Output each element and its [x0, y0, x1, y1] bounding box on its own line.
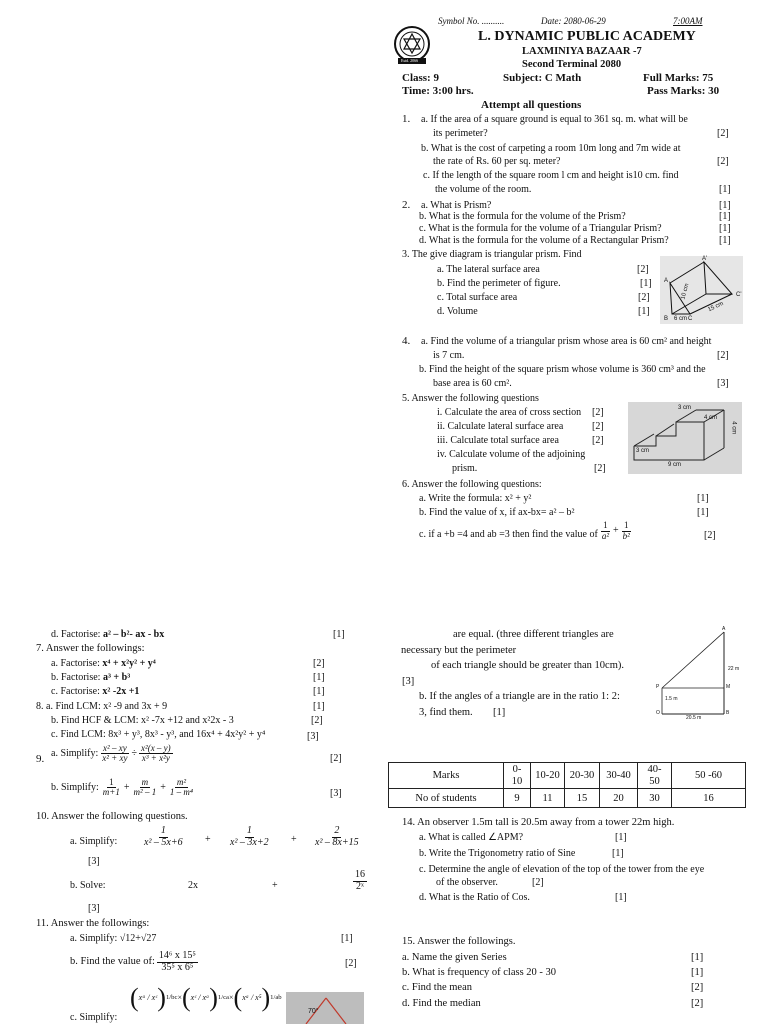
- q6a-mark: [1]: [697, 493, 709, 504]
- tower-label-a: A: [722, 626, 726, 632]
- table-header-cell: 0- 10: [504, 763, 531, 789]
- q11c-label: c. Simplify:: [70, 1012, 118, 1023]
- table-cell: 15: [565, 789, 600, 808]
- q6c: [419, 521, 634, 542]
- q10b-label: b. Solve:: [70, 880, 106, 891]
- q9a-frac-1: [100, 744, 129, 764]
- q11c-exp-3: 1/ab: [270, 994, 282, 1002]
- q11c-term-1: xᵃ / xᶜ: [138, 993, 158, 1003]
- q9a-den-1: x² + xy: [102, 753, 128, 764]
- table-cell: 9: [504, 789, 531, 808]
- q9b-den-1: m+1: [102, 787, 120, 798]
- step-prism-figure: [628, 402, 742, 474]
- q10a-num-2: 1: [246, 825, 252, 836]
- q10a-frac-3-wrap: [311, 826, 363, 848]
- q11-text: 11. Answer the followings:: [36, 918, 150, 929]
- q5-text: 5. Answer the following questions: [402, 393, 539, 404]
- q9a-div: ÷: [131, 747, 137, 759]
- pass-marks: Pass Marks: 30: [647, 85, 720, 97]
- q2b: b. What is the formula for the volume of the Prism?: [419, 211, 626, 222]
- q5-iv-line2: prism.: [452, 463, 478, 474]
- q13-mark: [3]: [402, 676, 415, 687]
- fig3-label-b: B: [664, 316, 669, 322]
- q6a: a. Write the formula: x² + y²: [419, 493, 532, 504]
- q3a-mark: [2]: [637, 264, 649, 275]
- exam-date: Date: 2080-06-29: [541, 16, 606, 26]
- q2a-mark: [1]: [719, 200, 731, 211]
- table-row-label: No of students: [389, 789, 504, 808]
- q1c-line2: the volume of the room.: [435, 184, 532, 195]
- q9a-frac-2: [139, 744, 173, 764]
- q15a-mark: [1]: [691, 952, 704, 963]
- q9a-mark: [2]: [330, 753, 342, 764]
- q5-iii: iii. Calculate total surface area: [437, 435, 559, 446]
- q14b-mark: [1]: [612, 848, 624, 859]
- q7b-label: b. Factorise:: [51, 672, 101, 683]
- q7b-mark: [1]: [313, 672, 325, 683]
- q9a: [51, 744, 175, 764]
- q10a-mark: [3]: [88, 856, 100, 867]
- q14d-mark: [1]: [615, 892, 627, 903]
- q8c: c. Find LCM: 8x³ + y³, 8x³ - y³, and 16x⁴ + 4x²y² + y⁴: [51, 729, 266, 740]
- fig5-label-2: 4 cm: [704, 415, 718, 421]
- q3c-mark: [2]: [638, 292, 650, 303]
- triangle-angle-figure: [286, 992, 364, 1024]
- q11b-den: 35⁵ x 6⁵: [161, 961, 194, 973]
- q6c-frac-2: [621, 521, 632, 541]
- fig3-label-a1: A': [702, 256, 708, 262]
- table-header-row: [389, 763, 746, 789]
- q9b-frac-1: [101, 778, 122, 798]
- q9b: [51, 778, 197, 798]
- q1a-line1: a. If the area of a square ground is equal to 361 sq. m. what will be: [421, 114, 688, 125]
- q6b: b. Find the value of x, if ax-bx= a² – b²: [419, 507, 575, 518]
- q11c-exp-1: 1/bc: [165, 994, 178, 1002]
- q11a-mark: [1]: [341, 933, 353, 944]
- q9b-den-3: 1 – m⁴: [169, 787, 193, 798]
- q10a-den-3: x² – 8x+15: [315, 836, 359, 848]
- q6c-num-1: 1: [603, 520, 608, 531]
- q4b-line1: b. Find the height of the square prism whose volume is 360 cm³ and the: [419, 364, 706, 375]
- q11c-times-2: ×: [229, 993, 234, 1003]
- table-cell: 20: [600, 789, 638, 808]
- table-header-cell: 20-30: [565, 763, 600, 789]
- q8b: b. Find HCF & LCM: x² -7x +12 and x²2x - 3: [51, 715, 234, 726]
- q4b-mark: [3]: [717, 378, 729, 389]
- fig3-label-a: A: [664, 278, 669, 284]
- table-header-cell: 10-20: [531, 763, 565, 789]
- table-row: [389, 789, 746, 808]
- q6c-text: c. if a +b =4 and ab =3 then find the value of: [419, 529, 598, 540]
- q9b-plus-2: +: [160, 781, 166, 793]
- q15b-mark: [1]: [691, 967, 704, 978]
- tower-label-p: P: [656, 684, 660, 690]
- q9b-den-2: m² – 1: [133, 787, 157, 798]
- q3d: d. Volume: [437, 306, 478, 317]
- q9a-den-2: x³ + x²y: [141, 753, 170, 764]
- subject-label: Subject: C Math: [503, 72, 582, 84]
- fig3-label-c1: C': [736, 292, 742, 298]
- q1-number: 1.: [402, 113, 411, 125]
- q10b-frac: [353, 870, 367, 892]
- q9b-num-3: m²: [176, 777, 187, 787]
- q10b-den: 2ˣ: [356, 880, 364, 892]
- q2b-mark: [1]: [719, 211, 731, 222]
- q5-i-mark: [2]: [592, 407, 604, 418]
- q5-iv-line1: iv. Calculate volume of the adjoining: [437, 449, 586, 460]
- time-label: Time: 3:00 hrs.: [402, 85, 474, 97]
- q9a-num-1: x² – xy: [103, 743, 127, 753]
- fig11-angle: 70°: [308, 1008, 319, 1015]
- q14-text: 14. An observer 1.5m tall is 20.5m away from a tower 22m high.: [402, 817, 675, 828]
- q9b-num-1: 1: [109, 777, 114, 787]
- q10a-den-2: x² – 3x+2: [230, 836, 269, 848]
- q1c-mark: [1]: [719, 184, 731, 195]
- q14c-line1: c. Determine the angle of elevation of the top of the tower from the eye: [419, 864, 705, 875]
- fig3-side2: 15 cm: [707, 300, 725, 314]
- q11a: a. Simplify: √12+√27: [70, 933, 157, 944]
- q10a-plus-1: +: [205, 834, 211, 845]
- q2c-mark: [1]: [719, 223, 731, 234]
- q10a-frac-2: [228, 826, 271, 848]
- full-marks: Full Marks: 75: [643, 72, 714, 84]
- q7b-expr: a³ + b³: [102, 672, 131, 683]
- q14b: b. Write the Trigonometry ratio of Sine: [419, 848, 576, 859]
- q9b-plus-1: +: [123, 781, 130, 793]
- tower-label-m: M: [726, 684, 731, 690]
- q10-text: 10. Answer the following questions.: [36, 811, 188, 822]
- q7b: [51, 672, 130, 685]
- q1b-mark: [2]: [717, 156, 729, 167]
- fig3-base: 6 cm: [674, 316, 688, 322]
- q6b-mark: [1]: [697, 507, 709, 518]
- q2d-mark: [1]: [719, 235, 731, 246]
- q13b-line2: 3, find them.: [419, 707, 473, 718]
- logo-estd: Estd. 2066: [401, 58, 419, 63]
- q11b-num: 14⁶ x 15⁵: [158, 950, 196, 961]
- fig5-label-3: 4 cm: [730, 421, 737, 435]
- q7c: [51, 686, 139, 699]
- tower-label-o: O: [656, 710, 660, 716]
- q4a-line2: is 7 cm.: [433, 350, 465, 361]
- left-d-expr: a² – b²- ax - bx: [102, 629, 165, 640]
- school-name: L. DYNAMIC PUBLIC ACADEMY: [478, 29, 696, 44]
- q7a-mark: [2]: [313, 658, 325, 669]
- q9a-label: a. Simplify:: [51, 747, 99, 759]
- tower-label-b: B: [726, 710, 730, 716]
- q6c-den-1: a²: [601, 530, 610, 541]
- q8c-mark: [3]: [307, 731, 319, 742]
- q6c-num-2: 1: [624, 520, 629, 531]
- fig5-label-1: 3 cm: [678, 405, 692, 411]
- q6-text: 6. Answer the following questions:: [402, 479, 542, 490]
- fig5-label-4: 3 cm: [636, 448, 650, 454]
- q13-line3: of each triangle should be greater than 10cm).: [431, 660, 625, 671]
- q11c-expr: [130, 982, 282, 1015]
- q3-text: 3. The give diagram is triangular prism. Find: [402, 249, 582, 260]
- q10b-plus: +: [272, 880, 278, 891]
- q14c-line2: of the observer.: [436, 877, 498, 888]
- q13-line2: necessary but the perimeter: [401, 645, 517, 656]
- q10a-frac-3: [313, 826, 361, 848]
- q14d: d. What is the Ratio of Cos.: [419, 892, 530, 903]
- q10a-frac-1-wrap: [140, 826, 187, 848]
- q14a-mark: [1]: [615, 832, 627, 843]
- q7c-expr: x² -2x +1: [102, 686, 140, 697]
- q10b-2x: 2x: [188, 880, 198, 891]
- q7a-expr: x⁴ + x²y² + y⁴: [102, 658, 156, 669]
- table-cell: 30: [638, 789, 672, 808]
- q9b-label: b. Simplify:: [51, 781, 99, 793]
- q2d: d. What is the formula for the volume of a Rectangular Prism?: [419, 235, 669, 246]
- tower-height: 22 m: [728, 666, 740, 672]
- q3d-mark: [1]: [638, 306, 650, 317]
- q13b-line1: b. If the angles of a triangle are in the ratio 1: 2:: [419, 691, 620, 702]
- table-cell: 16: [672, 789, 746, 808]
- q14a: a. What is called ∠APM?: [419, 832, 524, 843]
- school-logo: [392, 25, 432, 65]
- table-header-cell: 30-40: [600, 763, 638, 789]
- q10a-frac-2-wrap: [226, 826, 273, 848]
- q13-line1: are equal. (three different triangles are: [453, 629, 614, 640]
- q2-number: 2.: [402, 199, 411, 211]
- q3c: c. Total surface area: [437, 292, 518, 303]
- q7a-label: a. Factorise:: [51, 658, 100, 669]
- q15b: b. What is frequency of class 20 - 30: [402, 967, 557, 978]
- q15c-mark: [2]: [691, 982, 704, 993]
- q8b-mark: [2]: [311, 715, 323, 726]
- q11b: [70, 951, 200, 973]
- q7a: [51, 658, 156, 671]
- q6c-den-2: b²: [622, 530, 630, 541]
- marks-table: [388, 762, 746, 808]
- q10a-num-1: 1: [160, 825, 166, 836]
- q14c-mark: [2]: [532, 877, 544, 888]
- q10b-frac-wrap: [351, 870, 369, 892]
- observer-height: 1.5 m: [665, 696, 678, 702]
- q1c-line1: c. If the length of the square room l cm and height is10 cm. find: [423, 170, 679, 181]
- table-header-cell: Marks: [389, 763, 504, 789]
- q3a: a. The lateral surface area: [437, 264, 540, 275]
- q5-iii-mark: [2]: [592, 435, 604, 446]
- q15c: c. Find the mean: [402, 982, 472, 993]
- q11b-frac: [157, 951, 198, 973]
- q3b: b. Find the perimeter of figure.: [437, 278, 561, 289]
- q11c-term-3: xᵃ / x⁵: [242, 993, 262, 1003]
- symbol-no: Symbol No. ..........: [438, 16, 505, 26]
- q3b-mark: [1]: [640, 278, 652, 289]
- q11c-paren-2: (: [181, 983, 191, 1012]
- q15a: a. Name the given Series: [402, 952, 507, 963]
- q11c-times-1: ×: [177, 993, 182, 1003]
- q9a-num-2: x²(x – y): [141, 743, 171, 753]
- q10b-num: 16: [355, 869, 365, 880]
- q15d: d. Find the median: [402, 998, 481, 1009]
- q4b-line2: base area is 60 cm².: [433, 378, 512, 389]
- fig3-label-c: C: [688, 316, 693, 322]
- q15-text: 15. Answer the followings.: [402, 936, 516, 947]
- q5-ii-mark: [2]: [592, 421, 604, 432]
- q7-text: 7. Answer the followings:: [36, 643, 145, 654]
- tower-distance: 20.5 m: [686, 715, 702, 721]
- q10a-label: a. Simplify:: [70, 836, 118, 847]
- exam-time-label: 7:00AM: [673, 16, 703, 26]
- q10a-num-3: 2: [334, 825, 340, 836]
- q11b-label: b. Find the value of:: [70, 956, 155, 968]
- q9b-num-2: m: [141, 777, 149, 787]
- table-header-cell: 40- 50: [638, 763, 672, 789]
- q1b-line1: b. What is the cost of carpeting a room 10m long and 7m wide at: [421, 143, 681, 154]
- q2a: a. What is Prism?: [421, 200, 492, 211]
- q10a-den-1: x² – 5x+6: [144, 836, 183, 848]
- q1b-line2: the rate of Rs. 60 per sq. meter?: [433, 156, 561, 167]
- table-cell: 11: [531, 789, 565, 808]
- q4-number: 4.: [402, 335, 411, 347]
- exam-name: Second Terminal 2080: [522, 59, 622, 70]
- q4a-mark: [2]: [717, 350, 729, 361]
- q9b-frac-2: [132, 778, 159, 798]
- q2c: c. What is the formula for the volume of a Triangular Prism?: [419, 223, 662, 234]
- left-d-label: d. Factorise:: [51, 629, 101, 640]
- q11c-term-2: xᶜ / xᵃ: [190, 993, 210, 1003]
- school-address: LAXMINIYA BAZAAR -7: [522, 46, 642, 57]
- q7c-label: c. Factorise:: [51, 686, 100, 697]
- q10b-mark: [3]: [88, 903, 100, 914]
- q8a-mark: [1]: [313, 701, 325, 712]
- q11b-mark: [2]: [345, 958, 357, 969]
- q11c-paren-1: (: [130, 983, 139, 1012]
- fig3-side1: 10 cm: [680, 282, 691, 301]
- instruction: Attempt all questions: [481, 99, 582, 111]
- q7c-mark: [1]: [313, 686, 325, 697]
- q1a-line2: its perimeter?: [433, 128, 488, 139]
- q11c-exp-2: 1/ca: [217, 994, 230, 1002]
- q8a: 8. a. Find LCM: x² -9 and 3x + 9: [36, 701, 168, 712]
- left-d: [51, 629, 164, 642]
- q6c-mark: [2]: [704, 530, 716, 541]
- q5-i: i. Calculate the area of cross section: [437, 407, 582, 418]
- q6c-frac-1: [600, 521, 611, 541]
- q9b-frac-3: [168, 778, 195, 798]
- q13b-mark: [1]: [493, 707, 506, 718]
- q9-number: 9.: [36, 753, 45, 765]
- q9b-mark: [3]: [330, 788, 342, 799]
- class-label: Class: 9: [402, 72, 439, 84]
- tower-figure: [656, 626, 748, 720]
- q11c-paren-3: (: [233, 983, 243, 1012]
- q11c-paren-3b: ): [261, 983, 271, 1012]
- table-header-cell: 50 -60: [672, 763, 746, 789]
- q1a-mark: [2]: [717, 128, 729, 139]
- q6c-plus: +: [613, 525, 619, 536]
- q11c-paren-2b: ): [209, 983, 218, 1012]
- q4a-line1: a. Find the volume of a triangular prism whose area is 60 cm² and height: [421, 336, 712, 347]
- q10a-plus-2: +: [291, 834, 297, 845]
- fig5-label-5: 9 cm: [668, 462, 682, 468]
- q5-ii: ii. Calculate lateral surface area: [437, 421, 564, 432]
- q10a-frac-1: [142, 826, 185, 848]
- left-d-mark: [1]: [333, 629, 345, 640]
- q15d-mark: [2]: [691, 998, 704, 1009]
- triangular-prism-figure: [660, 256, 743, 324]
- q5-iv-mark: [2]: [594, 463, 606, 474]
- q11c-paren-1b: ): [157, 983, 166, 1012]
